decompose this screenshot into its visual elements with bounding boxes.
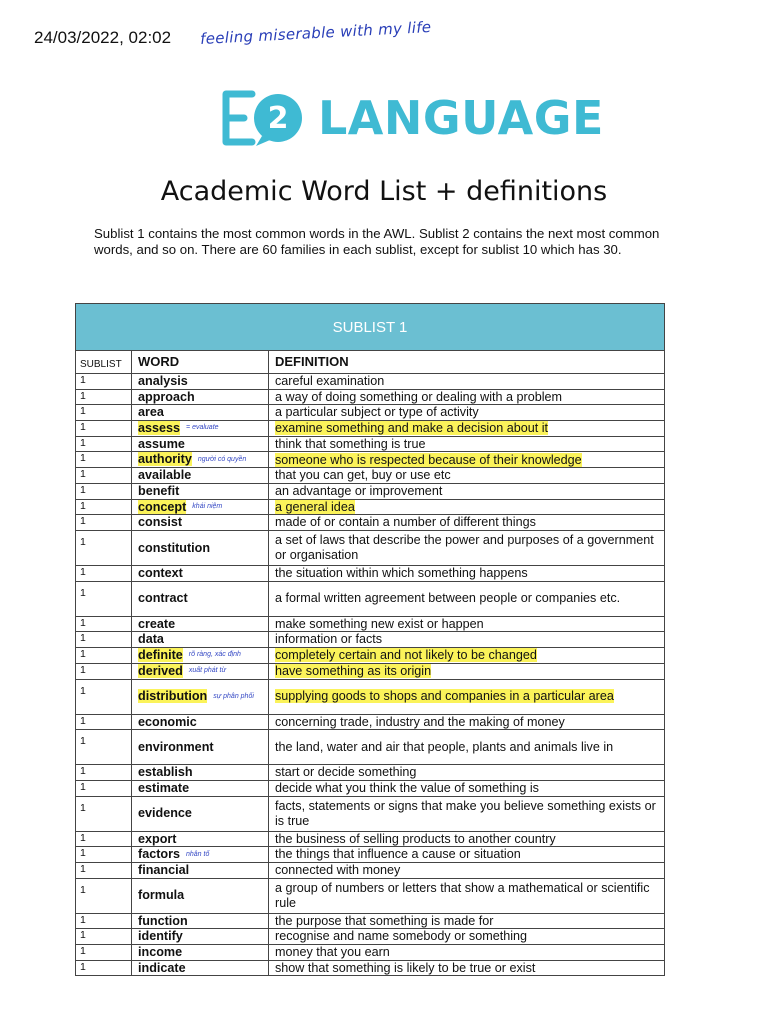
sublist-number: 1 <box>76 944 132 960</box>
word-cell <box>132 847 269 863</box>
word: formula <box>138 888 185 903</box>
word-cell <box>132 679 269 714</box>
table-row <box>76 405 665 421</box>
word: definite <box>138 647 183 662</box>
word: data <box>138 632 164 647</box>
definition-cell <box>269 566 665 582</box>
logo-wordmark: LANGUAGE <box>318 91 604 145</box>
definition-cell <box>269 647 665 663</box>
definition: information or facts <box>275 632 383 647</box>
handwritten-annotation: người có quyền <box>197 455 247 463</box>
definition: decide what you think the value of something is <box>275 780 539 795</box>
sublist-number: 1 <box>76 780 132 796</box>
definition-cell <box>269 831 665 847</box>
word-cell <box>132 616 269 632</box>
word: constitution <box>138 540 211 555</box>
definition: that you can get, buy or use etc <box>275 468 451 483</box>
definition: recognise and name somebody or something <box>275 929 528 944</box>
word-cell <box>132 632 269 648</box>
definition: an advantage or improvement <box>275 483 443 498</box>
sublist-number: 1 <box>76 765 132 781</box>
definition-cell <box>269 929 665 945</box>
word-cell <box>132 483 269 499</box>
definition-cell <box>269 483 665 499</box>
e2language-logo <box>218 88 604 148</box>
word: derived <box>138 663 183 678</box>
table-row <box>76 929 665 945</box>
table-header-row <box>76 351 665 374</box>
word: available <box>138 468 192 483</box>
table-row <box>76 374 665 390</box>
definition-cell <box>269 389 665 405</box>
sublist-number: 1 <box>76 405 132 421</box>
word: function <box>138 913 188 928</box>
sublist-number: 1 <box>76 515 132 531</box>
table-row <box>76 452 665 468</box>
definition: made of or contain a number of different things <box>275 515 536 530</box>
table-row <box>76 944 665 960</box>
word: distribution <box>138 689 208 704</box>
definition-cell <box>269 765 665 781</box>
definition-cell <box>269 420 665 436</box>
word: export <box>138 831 177 846</box>
svg-text:2: 2 <box>267 101 289 136</box>
definition-cell <box>269 878 665 913</box>
sublist-number: 1 <box>76 581 132 616</box>
sublist-number: 1 <box>76 960 132 976</box>
word: authority <box>138 452 192 467</box>
word-cell <box>132 730 269 765</box>
definition-cell <box>269 847 665 863</box>
sublist-number: 1 <box>76 847 132 863</box>
word-cell <box>132 647 269 663</box>
table-row <box>76 616 665 632</box>
table-row <box>76 499 665 515</box>
sublist-number: 1 <box>76 499 132 515</box>
definition-cell <box>269 944 665 960</box>
word-cell <box>132 765 269 781</box>
table-row <box>76 531 665 566</box>
table-row <box>76 730 665 765</box>
definition: a particular subject or type of activity <box>275 405 479 420</box>
word-cell <box>132 714 269 730</box>
sublist-number: 1 <box>76 420 132 436</box>
definition-cell <box>269 663 665 679</box>
word-cell <box>132 581 269 616</box>
sublist-number: 1 <box>76 531 132 566</box>
sublist-number: 1 <box>76 831 132 847</box>
sublist-number: 1 <box>76 452 132 468</box>
e2-logo-icon <box>218 88 310 148</box>
word-list-table <box>75 303 665 976</box>
sublist-number: 1 <box>76 616 132 632</box>
table-row <box>76 632 665 648</box>
sublist-number: 1 <box>76 796 132 831</box>
word-cell <box>132 499 269 515</box>
intro-paragraph: Sublist 1 contains the most common words in the AWL. Sublist 2 contains the next most common words, and so on. There are 60 families in each sublist, except for sublist 10 which has 30. <box>94 226 660 257</box>
word-cell <box>132 944 269 960</box>
handwritten-annotation: khái niệm <box>192 502 223 510</box>
document-title: Academic Word List + definitions <box>160 176 608 207</box>
table-row <box>76 483 665 499</box>
definitions-table <box>75 350 665 976</box>
table-row <box>76 831 665 847</box>
definition: supplying goods to shops and companies in a particular area <box>275 689 614 704</box>
word-cell <box>132 405 269 421</box>
definition-cell <box>269 452 665 468</box>
word: concept <box>138 499 187 514</box>
word: establish <box>138 765 193 780</box>
word: income <box>138 944 183 959</box>
definition: the land, water and air that people, plants and animals live in <box>275 740 614 755</box>
word-cell <box>132 374 269 390</box>
sublist-number: 1 <box>76 374 132 390</box>
definition-cell <box>269 499 665 515</box>
handwritten-annotation: sự phân phối <box>213 692 254 700</box>
definition: start or decide something <box>275 765 417 780</box>
handwritten-annotation: rõ ràng, xác định <box>188 651 241 659</box>
table-row <box>76 878 665 913</box>
table-row <box>76 468 665 484</box>
sublist-number: 1 <box>76 730 132 765</box>
sublist-number: 1 <box>76 863 132 879</box>
word: create <box>138 616 176 631</box>
table-row <box>76 679 665 714</box>
sublist-number: 1 <box>76 566 132 582</box>
table-row <box>76 863 665 879</box>
word-cell <box>132 878 269 913</box>
definition: the business of selling products to another country <box>275 831 556 846</box>
table-row <box>76 663 665 679</box>
definition-cell <box>269 374 665 390</box>
table-row <box>76 515 665 531</box>
word: economic <box>138 714 197 729</box>
definition-cell <box>269 468 665 484</box>
word: environment <box>138 740 214 755</box>
word: approach <box>138 389 195 404</box>
word-cell <box>132 389 269 405</box>
definition-cell <box>269 581 665 616</box>
table-row <box>76 420 665 436</box>
definition: facts, statements or signs that make you believe something exists or is true <box>275 798 656 828</box>
word: identify <box>138 929 183 944</box>
word-cell <box>132 796 269 831</box>
definition-cell <box>269 436 665 452</box>
word-cell <box>132 663 269 679</box>
word: contract <box>138 591 188 606</box>
word: financial <box>138 863 190 878</box>
column-header-definition: DEFINITION <box>269 351 665 374</box>
column-header-word: WORD <box>132 351 269 374</box>
table-row <box>76 796 665 831</box>
definition: concerning trade, industry and the making of money <box>275 714 565 729</box>
sublist-number: 1 <box>76 714 132 730</box>
word-cell <box>132 863 269 879</box>
definition: a group of numbers or letters that show a mathematical or scientific rule <box>275 881 650 910</box>
table-row <box>76 913 665 929</box>
definition: money that you earn <box>275 944 390 959</box>
word-cell <box>132 780 269 796</box>
definition: the situation within which something happens <box>275 566 528 581</box>
definition: make something new exist or happen <box>275 616 484 631</box>
handwritten-annotation: xuất phát từ <box>188 667 226 675</box>
word-cell <box>132 913 269 929</box>
word: area <box>138 405 164 420</box>
sublist-number: 1 <box>76 483 132 499</box>
word: assume <box>138 436 185 451</box>
word: estimate <box>138 780 190 795</box>
table-row <box>76 566 665 582</box>
table-row <box>76 436 665 452</box>
sublist-number: 1 <box>76 436 132 452</box>
definition: a set of laws that describe the power and purposes of a government or organisation <box>275 533 654 563</box>
sublist-number: 1 <box>76 647 132 663</box>
table-row <box>76 765 665 781</box>
definition-cell <box>269 515 665 531</box>
column-header-sublist: SUBLIST <box>76 351 132 374</box>
word-cell <box>132 566 269 582</box>
word-cell <box>132 515 269 531</box>
sublist-number: 1 <box>76 929 132 945</box>
sublist-banner: SUBLIST 1 <box>75 303 665 350</box>
word: indicate <box>138 960 186 975</box>
word: evidence <box>138 806 192 821</box>
definition: examine something and make a decision about it <box>275 420 549 435</box>
word: consist <box>138 515 183 530</box>
definition-cell <box>269 863 665 879</box>
table-row <box>76 780 665 796</box>
definition-cell <box>269 730 665 765</box>
definition-cell <box>269 405 665 421</box>
word-cell <box>132 420 269 436</box>
print-timestamp: 24/03/2022, 02:02 <box>34 28 172 47</box>
word-cell <box>132 468 269 484</box>
table-row <box>76 581 665 616</box>
definition: careful examination <box>275 374 385 388</box>
definition: a general idea <box>275 499 355 514</box>
definition: the purpose that something is made for <box>275 913 494 928</box>
handwritten-annotation: = evaluate <box>186 424 219 432</box>
word-cell <box>132 960 269 976</box>
table-row <box>76 847 665 863</box>
definition: the things that influence a cause or situation <box>275 847 521 862</box>
definition: show that something is likely to be true or exist <box>275 960 536 975</box>
definition: someone who is respected because of their knowledge <box>275 452 582 467</box>
table-row <box>76 960 665 976</box>
word: benefit <box>138 483 180 498</box>
definition-cell <box>269 780 665 796</box>
definition: completely certain and not likely to be changed <box>275 648 537 663</box>
sublist-number: 1 <box>76 878 132 913</box>
definition: have something as its origin <box>275 664 432 678</box>
table-row <box>76 714 665 730</box>
word-cell <box>132 436 269 452</box>
definition-cell <box>269 913 665 929</box>
sublist-number: 1 <box>76 389 132 405</box>
definition-cell <box>269 531 665 566</box>
sublist-number: 1 <box>76 468 132 484</box>
sublist-number: 1 <box>76 679 132 714</box>
word: analysis <box>138 374 188 388</box>
word-cell <box>132 452 269 468</box>
word-cell <box>132 531 269 566</box>
table-row <box>76 389 665 405</box>
handwritten-annotation: nhân tố <box>186 850 210 858</box>
handwritten-note: feeling miserable with my life <box>199 17 432 49</box>
definition-cell <box>269 960 665 976</box>
word: context <box>138 566 183 581</box>
definition-cell <box>269 714 665 730</box>
definition: connected with money <box>275 863 401 878</box>
definition: think that something is true <box>275 436 426 451</box>
definition-cell <box>269 616 665 632</box>
sublist-number: 1 <box>76 913 132 929</box>
word: factors <box>138 847 180 862</box>
word-cell <box>132 831 269 847</box>
definition: a formal written agreement between people or companies etc. <box>275 591 621 606</box>
definition-cell <box>269 796 665 831</box>
sublist-number: 1 <box>76 632 132 648</box>
sublist-number: 1 <box>76 663 132 679</box>
definition: a way of doing something or dealing with a problem <box>275 389 563 404</box>
table-row <box>76 647 665 663</box>
word-cell <box>132 929 269 945</box>
definition-cell <box>269 679 665 714</box>
definition-cell <box>269 632 665 648</box>
word: assess <box>138 420 181 435</box>
